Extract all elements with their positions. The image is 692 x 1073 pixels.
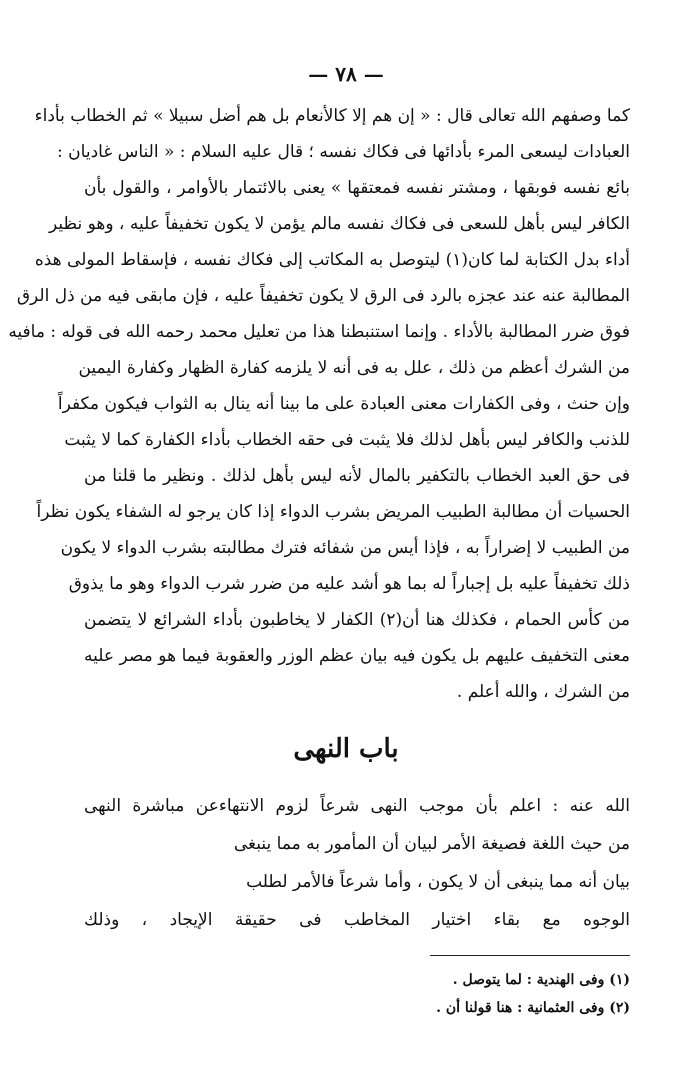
page-number: — ٧٨ — [308,62,384,86]
text-line: بائع نفسه فوبقها ، ومشتر نفسه فمعتقها » يعنى بالائتمار بالأوامر ، والقول بأن [84,178,630,198]
text-line: للذنب والكافر ليس بأهل لذلك فلا يثبت فى حقه الخطاب بأداء الكفارة كما لا يثبت [64,430,630,450]
footnote-2: (٢) وفى العثمانية : هنا قولنا أن . [436,1000,630,1016]
footnotes [200,966,630,1022]
chapter-text-line: الله عنه : اعلم بأن موجب النهى شرعاً لزوم الانتهاءعن مباشرة النهى [84,796,630,816]
text-line-final: من الشرك ، والله أعلم . [456,682,630,702]
chapter-text-line: من حيث اللغة فصيغة الأمر لبيان أن المأمور به مما ينبغى [233,834,630,854]
text-line: أداء بدل الكتابة لما كان(١) ليتوصل به المكاتب إلى فكاك نفسه ، فإسقاط المولى هذه [34,250,630,270]
text-line: الحسيات أن مطالبة الطبيب المريض بشرب الدواء إذا كان يرجو له الشفاء يكون نظراً [36,502,630,522]
text-line: معنى التخفيف عليهم بل يكون فيه بيان عظم الوزر والعقوبة فيما هو مصر عليه [84,646,630,666]
text-line: الكافر ليس بأهل للسعى فى فكاك نفسه مالم يؤمن لا يكون تخفيفاً عليه ، وهو نظير [48,214,630,234]
text-line: ذلك تخفيفاً عليه بل إجباراً له بما هو أشد عليه من ضرر شرب الدواء وهو ما يذوق [68,574,630,594]
text-line: من الطبيب لا إضراراً به ، فإذا أيس من شفائه فترك مطالبته بشرب الدواء لا يكون [60,538,630,558]
text-line: من كأس الحمام ، فكذلك هنا أن(٢) الكفار لا يخاطبون بأداء الشرائع لا يتضمن [84,610,630,630]
text-line: فى حق العبد الخطاب بالتكفير بالمال لأنه ليس بأهل لذلك . ونظير ما قلنا من [84,466,630,486]
text-line: من الشرك أعظم من ذلك ، علل به فى أنه لا يلزمه كفارة الظهار وكفارة اليمين [78,358,630,378]
text-line: فوق ضرر المطالبة بالأداء . وإنما استنبطنا هذا من تعليل محمد رحمه الله فى قوله : مافيه [8,322,630,342]
text-line: وإن حنث ، وفى الكفارات معنى العبادة على ما بينا أنه ينال به الثواب فيكون مكفراً [57,394,630,414]
chapter-text-line: بيان أنه مما ينبغى أن لا يكون ، وأما شرعاً فالأمر لطلب [246,872,630,892]
text-line: المطالبة عنه عند عجزه بالرد فى الرق لا يكون تخفيفاً عليه ، فإن مابقى فيه من ذل الرق [16,286,630,306]
footnote-divider [430,955,630,956]
footnote-1: (١) وفى الهندية : لما يتوصل . [452,972,630,988]
chapter-text-line: الوجوه مع بقاء اختيار المخاطب فى حقيقة الإيجاد ، وذلك [84,910,630,930]
text-line: كما وصفهم الله تعالى قال : « إن هم إلا كالأنعام بل هم أضل سبيلا » ثم الخطاب بأداء [34,106,630,126]
main-text-block [8,98,630,710]
chapter-text-block [84,787,630,939]
text-line: العبادات ليسعى المرء بأدائها فى فكاك نفسه ؛ قال عليه السلام : « الناس غاديان : [57,142,630,162]
chapter-heading: باب النهى [293,734,399,764]
